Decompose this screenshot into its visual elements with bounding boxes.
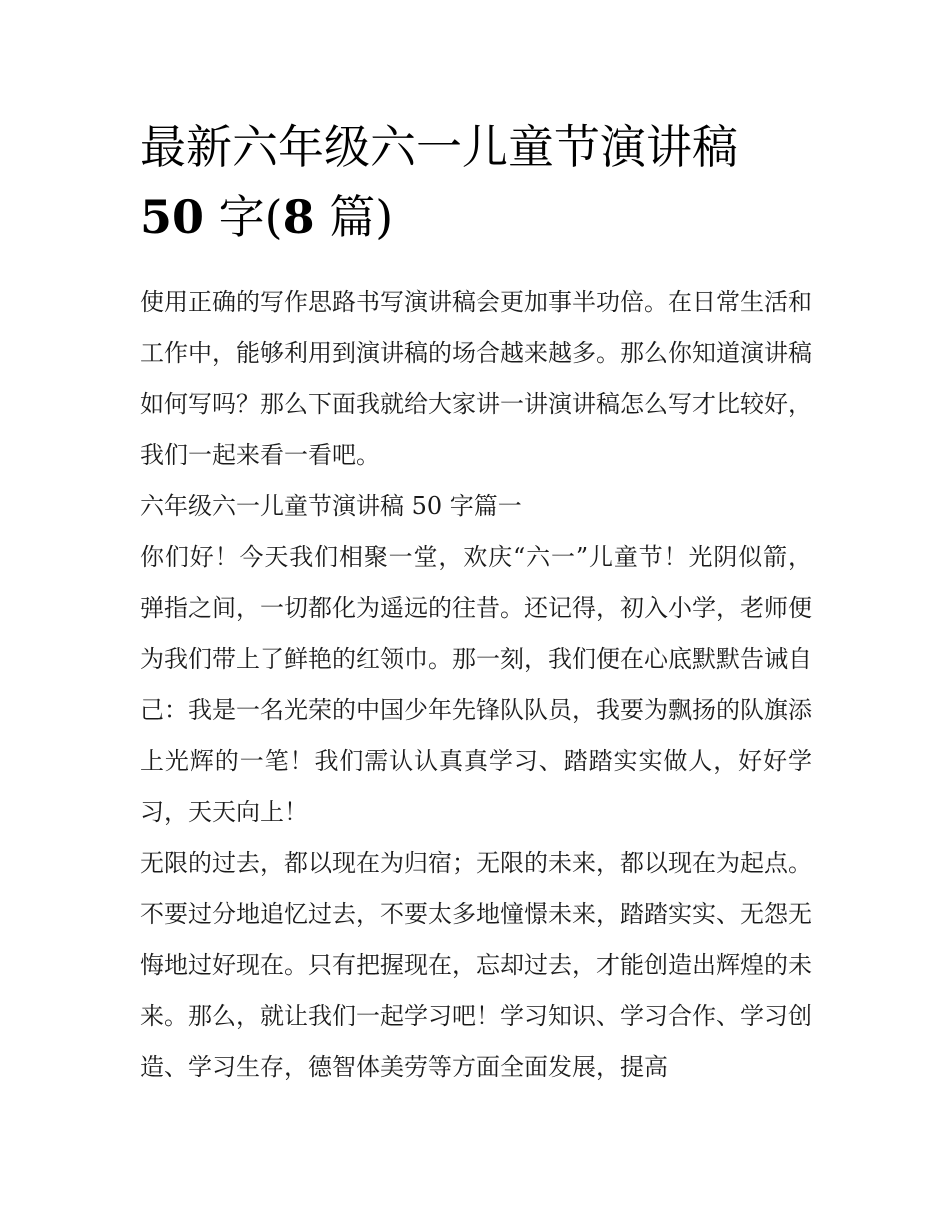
title-number: 50 xyxy=(140,190,205,244)
title-count: 8 xyxy=(282,190,315,244)
section-heading: 六年级六一儿童节演讲稿 50 字篇一 xyxy=(140,492,522,520)
title-end: 篇) xyxy=(314,190,394,244)
intro-paragraph: 使用正确的写作思路书写演讲稿会更加事半功倍。在日常生活和工作中，能够利用到演讲稿的场合越来越多。那么你知道演讲稿如何写吗？那么下面我就给大家讲一讲演讲稿怎么写才比较好，我们一起来看一看吧。 xyxy=(140,288,812,469)
body-paragraph-1: 你们好！今天我们相聚一堂，欢庆“六一”儿童节！光阴似箭，弹指之间，一切都化为遥远的往昔。还记得，初入小学，老师便为我们带上了鲜艳的红领巾。那一刻，我们便在心底默默告诫自己：我是一名光荣的中国少年先锋队队员，我要为飘扬的队旗添上光辉的一笔！我们需认认真真学习、踏踏实实做人，好好学习，天天向上！ xyxy=(140,543,812,826)
document-title xyxy=(140,112,812,182)
title-line-1: 最新六年级六一儿童节演讲稿 xyxy=(140,120,738,174)
document-title-line-2 xyxy=(140,182,812,252)
body-paragraph-2: 无限的过去，都以现在为归宿；无限的未来，都以现在为起点。不要过分地追忆过去，不要太多地憧憬未来，踏踏实实、无怨无悔地过好现在。只有把握现在，忘却过去，才能创造出辉煌的未来。那么，就让我们一起学习吧！学习知识、学习合作、学习创造、学习生存，德智体美劳等方面全面发展，提高 xyxy=(140,849,812,1081)
title-word: 字( xyxy=(204,190,283,244)
document-body xyxy=(140,112,812,1093)
